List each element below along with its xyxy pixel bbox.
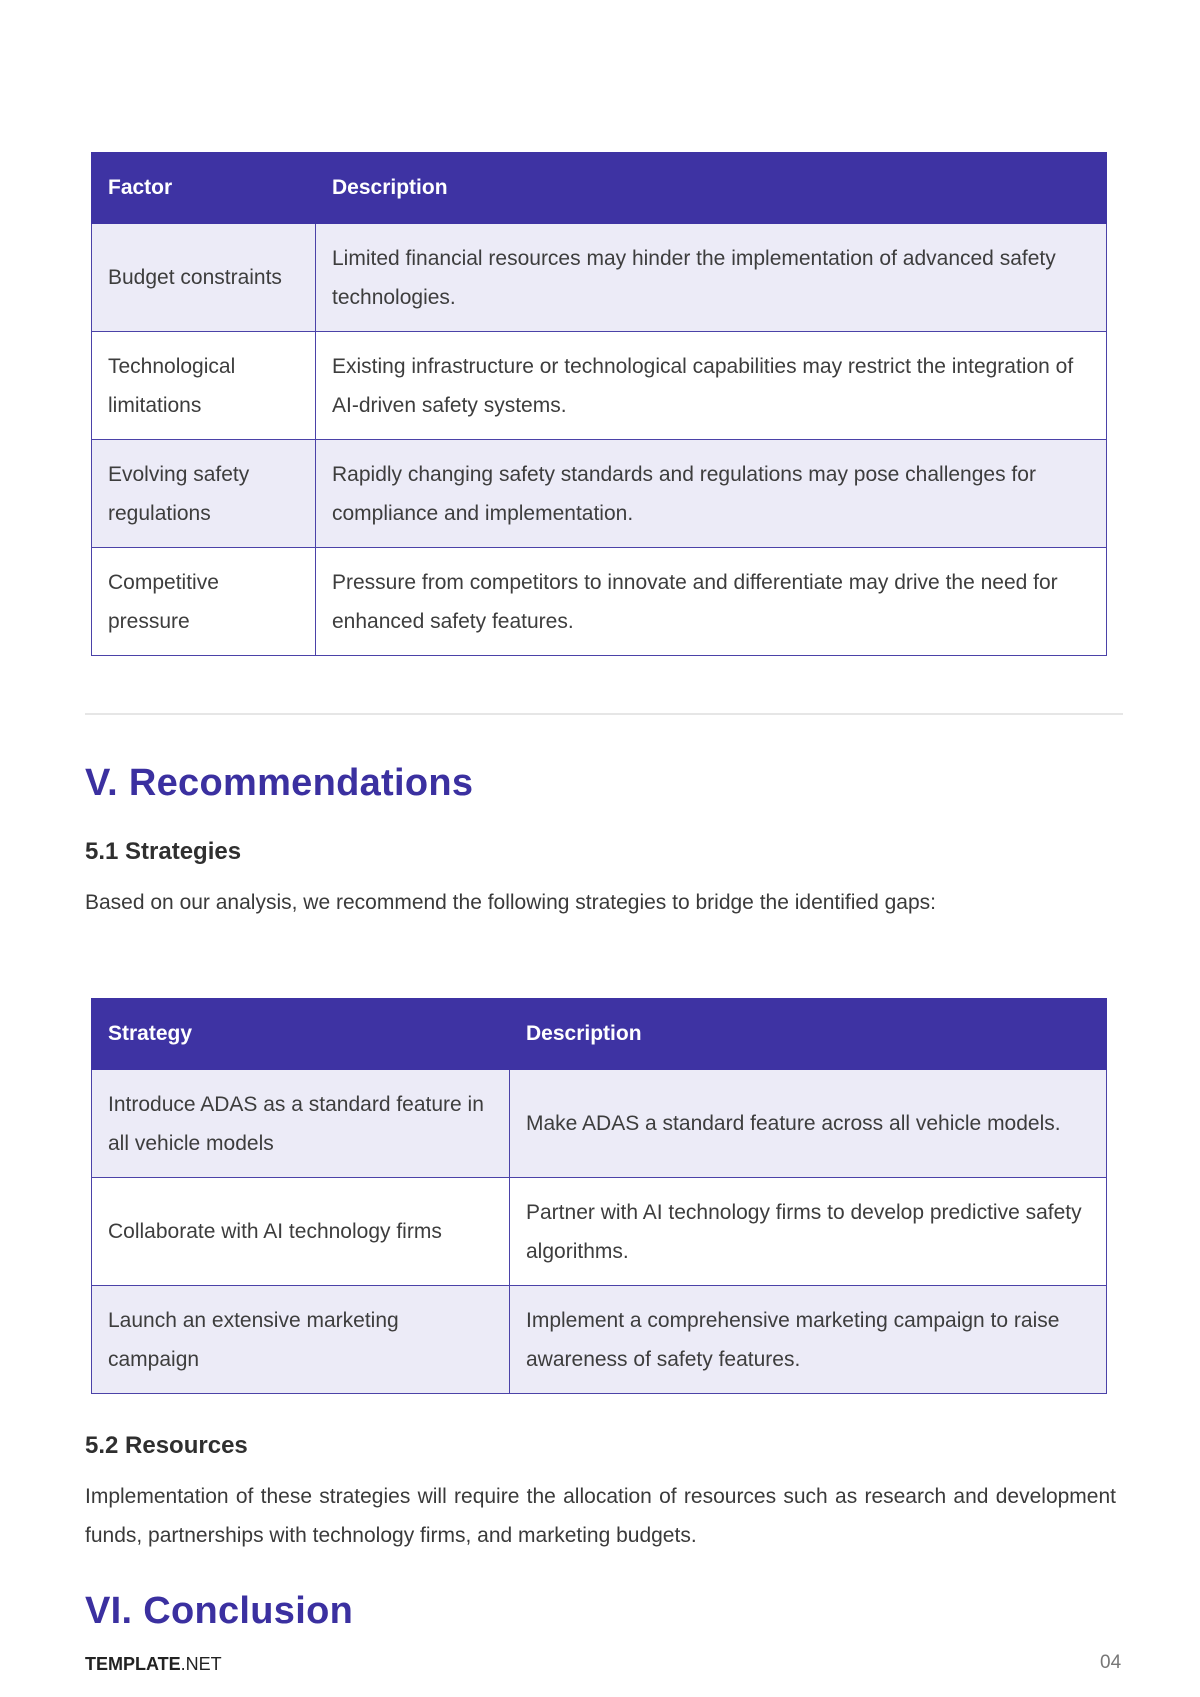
table-header-cell: Strategy xyxy=(92,999,510,1070)
table-row xyxy=(92,440,1107,548)
section-title: VI. Conclusion xyxy=(85,1590,354,1632)
paragraph: Implementation of these strategies will require the allocation of resources such as research and development funds, partnerships with technology firms, and marketing budgets. xyxy=(85,1485,1116,1547)
table-header-cell: Description xyxy=(316,153,1107,224)
description-cell: Pressure from competitors to innovate and differentiate may drive the need for enhanced safety features. xyxy=(316,548,1107,656)
description-cell: Limited financial resources may hinder the implementation of advanced safety technologies. xyxy=(316,224,1107,332)
table-row xyxy=(92,224,1107,332)
factor-cell: Competitive pressure xyxy=(92,548,316,656)
table-header-row xyxy=(92,153,1107,224)
section-title: V. Recommendations xyxy=(85,762,474,804)
table-row xyxy=(92,1070,1107,1178)
description-cell: Partner with AI technology firms to develop predictive safety algorithms. xyxy=(510,1178,1107,1286)
paragraph: Based on our analysis, we recommend the following strategies to bridge the identified gaps: xyxy=(85,891,936,914)
strategy-cell: Introduce ADAS as a standard feature in all vehicle models xyxy=(92,1070,510,1178)
subsection-title: 5.1 Strategies xyxy=(85,838,242,865)
factor-cell: Technological limitations xyxy=(92,332,316,440)
table-row xyxy=(92,332,1107,440)
brand-suffix: .NET xyxy=(180,1654,222,1674)
description-cell: Existing infrastructure or technological capabilities may restrict the integration of AI-driven safety systems. xyxy=(316,332,1107,440)
table-header-cell: Factor xyxy=(92,153,316,224)
section-divider xyxy=(85,713,1123,715)
brand-name: TEMPLATE xyxy=(85,1654,181,1674)
description-cell: Make ADAS a standard feature across all vehicle models. xyxy=(510,1070,1107,1178)
strategies-table xyxy=(91,998,1107,1394)
strategy-cell: Collaborate with AI technology firms xyxy=(92,1178,510,1286)
factor-cell: Evolving safety regulations xyxy=(92,440,316,548)
factors-table xyxy=(91,152,1107,656)
table-header-cell: Description xyxy=(510,999,1107,1070)
table-row xyxy=(92,1178,1107,1286)
brand-logo xyxy=(85,1654,222,1675)
description-cell: Rapidly changing safety standards and regulations may pose challenges for compliance and implementation. xyxy=(316,440,1107,548)
table-row xyxy=(92,548,1107,656)
page-number: 04 xyxy=(1100,1652,1122,1673)
table-row xyxy=(92,1286,1107,1394)
subsection-title: 5.2 Resources xyxy=(85,1432,248,1459)
description-cell: Implement a comprehensive marketing campaign to raise awareness of safety features. xyxy=(510,1286,1107,1394)
table-header-row xyxy=(92,999,1107,1070)
factor-cell: Budget constraints xyxy=(92,224,316,332)
strategy-cell: Launch an extensive marketing campaign xyxy=(92,1286,510,1394)
